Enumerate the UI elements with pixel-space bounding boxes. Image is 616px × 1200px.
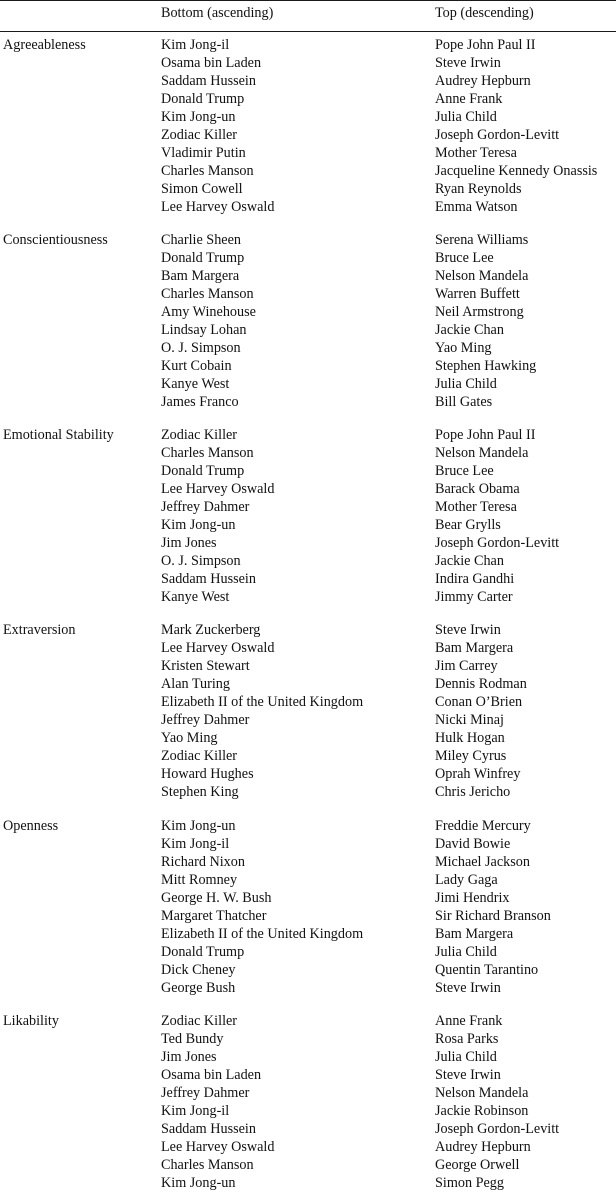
top-list-item: Joseph Gordon-Levitt [435, 535, 560, 551]
trait-name: Likability [3, 1013, 59, 1029]
top-list-item: Jackie Chan [435, 322, 504, 338]
top-list-item: Chris Jericho [435, 784, 511, 800]
top-list-item: Jacqueline Kennedy Onassis [435, 163, 598, 179]
bottom-list-item: Margaret Thatcher [161, 908, 267, 924]
bottom-list-item: Donald Trump [161, 250, 245, 266]
column-header-top: Top (descending) [435, 5, 534, 21]
top-list-item: Audrey Hepburn [435, 1139, 531, 1155]
bottom-list-item: Kanye West [161, 589, 230, 605]
bottom-list-item: Kim Jong-un [161, 109, 236, 125]
bottom-list-item: Alan Turing [161, 676, 230, 692]
top-list-item: Julia Child [435, 944, 497, 960]
top-list-item: Indira Gandhi [435, 571, 515, 587]
bottom-list-item: George Bush [161, 980, 236, 996]
top-list-item: Bam Margera [435, 926, 514, 942]
bottom-list [161, 36, 274, 216]
trait-name: Extraversion [3, 622, 76, 638]
bottom-list-item: George H. W. Bush [161, 890, 272, 906]
table-top-rule [0, 0, 616, 1]
top-list-item: Steve Irwin [435, 55, 501, 71]
top-list-item: Yao Ming [435, 340, 492, 356]
bottom-list-item: Richard Nixon [161, 854, 245, 870]
top-list-item: Julia Child [435, 109, 497, 125]
top-list-item: Anne Frank [435, 91, 503, 107]
top-list [435, 231, 536, 411]
top-list-item: Joseph Gordon-Levitt [435, 1121, 560, 1137]
top-list-item: Ryan Reynolds [435, 181, 522, 197]
bottom-list-item: Kim Jong-il [161, 37, 230, 53]
top-list [435, 426, 559, 606]
bottom-list-item: Charles Manson [161, 445, 254, 461]
trait-name: Conscientiousness [3, 232, 108, 248]
top-list-item: Steve Irwin [435, 1067, 501, 1083]
bottom-list-item: Amy Winehouse [161, 304, 256, 320]
bottom-list-item: Zodiac Killer [161, 1013, 238, 1029]
top-list-item: Oprah Winfrey [435, 766, 521, 782]
bottom-list-item: Lee Harvey Oswald [161, 199, 275, 215]
bottom-list-item: Kim Jong-il [161, 836, 230, 852]
top-list-item: Mother Teresa [435, 499, 517, 515]
bottom-list-item: Vladimir Putin [161, 145, 246, 161]
bottom-list-item: Dick Cheney [161, 962, 236, 978]
top-list-item: Dennis Rodman [435, 676, 527, 692]
bottom-list [161, 231, 256, 411]
bottom-list-item: Jim Jones [161, 1049, 217, 1065]
bottom-list-item: Elizabeth II of the United Kingdom [161, 694, 364, 710]
column-header-bottom: Bottom (ascending) [161, 5, 274, 21]
bottom-list-item: Kim Jong-un [161, 517, 236, 533]
top-list [435, 36, 597, 216]
bottom-list-item: Bam Margera [161, 268, 240, 284]
bottom-list-item: Kanye West [161, 376, 230, 392]
top-list-item: Nicki Minaj [435, 712, 504, 728]
top-list-item: Warren Buffett [435, 286, 520, 302]
bottom-list-item: Elizabeth II of the United Kingdom [161, 926, 364, 942]
bottom-list-item: Jeffrey Dahmer [161, 712, 250, 728]
bottom-list-item: Saddam Hussein [161, 571, 256, 587]
top-list [435, 1012, 559, 1192]
bottom-list-item: Charlie Sheen [161, 232, 241, 248]
top-list-item: Michael Jackson [435, 854, 530, 870]
bottom-list [161, 621, 363, 801]
bottom-list-item: James Franco [161, 394, 239, 410]
top-list-item: Serena Williams [435, 232, 529, 248]
top-list-item: Julia Child [435, 376, 497, 392]
top-list-item: Anne Frank [435, 1013, 503, 1029]
top-list-item: Bam Margera [435, 640, 514, 656]
bottom-list-item: Zodiac Killer [161, 427, 238, 443]
top-list-item: Nelson Mandela [435, 268, 529, 284]
bottom-list [161, 1012, 274, 1192]
top-list-item: Bill Gates [435, 394, 493, 410]
top-list-item: Julia Child [435, 1049, 497, 1065]
top-list-item: Steve Irwin [435, 980, 501, 996]
bottom-list-item: Zodiac Killer [161, 127, 238, 143]
top-list-item: Bruce Lee [435, 250, 494, 266]
top-list-item: George Orwell [435, 1157, 520, 1173]
bottom-list-item: Donald Trump [161, 91, 245, 107]
top-list-item: Lady Gaga [435, 872, 498, 888]
trait-name: Openness [3, 818, 59, 834]
bottom-list-item: O. J. Simpson [161, 553, 241, 569]
bottom-list-item: Yao Ming [161, 730, 218, 746]
top-list-item: Pope John Paul II [435, 37, 536, 53]
bottom-list-item: Saddam Hussein [161, 1121, 256, 1137]
top-list-item: Nelson Mandela [435, 445, 529, 461]
bottom-list-item: Simon Cowell [161, 181, 243, 197]
bottom-list-item: Lee Harvey Oswald [161, 1139, 275, 1155]
bottom-list-item: Osama bin Laden [161, 1067, 262, 1083]
top-list-item: Jackie Robinson [435, 1103, 529, 1119]
bottom-list-item: Kim Jong-un [161, 1175, 236, 1191]
bottom-list-item: Kurt Cobain [161, 358, 232, 374]
top-list-item: Pope John Paul II [435, 427, 536, 443]
top-list-item: Audrey Hepburn [435, 73, 531, 89]
top-list-item: Jimmy Carter [435, 589, 513, 605]
top-list-item: Hulk Hogan [435, 730, 505, 746]
trait-name: Emotional Stability [3, 427, 114, 443]
bottom-list-item: Charles Manson [161, 1157, 254, 1173]
top-list [435, 817, 551, 997]
top-list-item: Bruce Lee [435, 463, 494, 479]
bottom-list-item: Jim Jones [161, 535, 217, 551]
bottom-list-item: Howard Hughes [161, 766, 254, 782]
bottom-list-item: Osama bin Laden [161, 55, 262, 71]
bottom-list-item: Jeffrey Dahmer [161, 1085, 250, 1101]
bottom-list-item: Kim Jong-un [161, 818, 236, 834]
top-list-item: Bear Grylls [435, 517, 501, 533]
bottom-list-item: Donald Trump [161, 463, 245, 479]
bottom-list-item: Stephen King [161, 784, 239, 800]
top-list-item: Quentin Tarantino [435, 962, 539, 978]
top-list-item: Sir Richard Branson [435, 908, 551, 924]
bottom-list-item: Kristen Stewart [161, 658, 250, 674]
bottom-list-item: Charles Manson [161, 286, 254, 302]
bottom-list-item: Saddam Hussein [161, 73, 256, 89]
bottom-list-item: Mark Zuckerberg [161, 622, 261, 638]
bottom-list-item: Jeffrey Dahmer [161, 499, 250, 515]
bottom-list-item: Lee Harvey Oswald [161, 640, 275, 656]
bottom-list-item: Mitt Romney [161, 872, 238, 888]
top-list-item: Joseph Gordon-Levitt [435, 127, 560, 143]
top-list-item: Neil Armstrong [435, 304, 524, 320]
top-list-item: Barack Obama [435, 481, 520, 497]
top-list-item: Steve Irwin [435, 622, 501, 638]
top-list-item: Jackie Chan [435, 553, 504, 569]
top-list-item: Simon Pegg [435, 1175, 504, 1191]
top-list-item: Freddie Mercury [435, 818, 531, 834]
bottom-list [161, 426, 274, 606]
top-list-item: Nelson Mandela [435, 1085, 529, 1101]
top-list-item: Mother Teresa [435, 145, 517, 161]
top-list-item: Rosa Parks [435, 1031, 499, 1047]
top-list-item: Emma Watson [435, 199, 518, 215]
top-list-item: Miley Cyrus [435, 748, 507, 764]
bottom-list-item: Ted Bundy [161, 1031, 224, 1047]
bottom-list-item: Lindsay Lohan [161, 322, 247, 338]
trait-name: Agreeableness [3, 37, 86, 53]
bottom-list-item: O. J. Simpson [161, 340, 241, 356]
top-list-item: Jim Carrey [435, 658, 498, 674]
header-rule [0, 31, 616, 32]
bottom-list-item: Lee Harvey Oswald [161, 481, 275, 497]
bottom-list-item: Donald Trump [161, 944, 245, 960]
top-list-item: David Bowie [435, 836, 511, 852]
top-list [435, 621, 527, 801]
top-list-item: Conan O’Brien [435, 694, 523, 710]
bottom-list-item: Kim Jong-il [161, 1103, 230, 1119]
bottom-list-item: Charles Manson [161, 163, 254, 179]
top-list-item: Jimi Hendrix [435, 890, 510, 906]
bottom-list-item: Zodiac Killer [161, 748, 238, 764]
bottom-list [161, 817, 363, 997]
top-list-item: Stephen Hawking [435, 358, 537, 374]
